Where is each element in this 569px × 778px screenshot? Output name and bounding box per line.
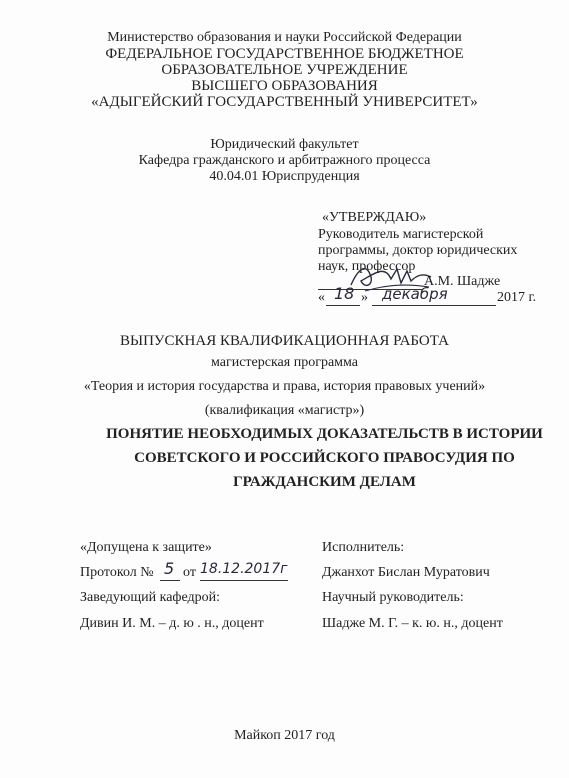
program-label: магистерская программа: [211, 355, 358, 370]
approval-title: «УТВЕРЖДАЮ»: [322, 210, 427, 225]
specialty-code: 40.04.01 Юриспруденция: [209, 169, 360, 184]
performer-name: Джанхот Бислан Муратович: [322, 565, 490, 580]
header-line-1: ФЕДЕРАЛЬНОЕ ГОСУДАРСТВЕННОЕ БЮДЖЕТНОЕ: [105, 46, 464, 62]
approval-date-open: «: [318, 290, 325, 305]
approval-role-line-3: наук, профессор: [318, 259, 416, 274]
protocol-number: 5: [164, 559, 175, 578]
header-line-2: ОБРАЗОВАТЕЛЬНОЕ УЧРЕЖДЕНИЕ: [161, 62, 408, 78]
protocol-from-label: от: [183, 565, 196, 580]
approval-month: декабря: [382, 285, 448, 303]
protocol-date-line: [200, 580, 288, 581]
work-type: ВЫПУСКНАЯ КВАЛИФИКАЦИОННАЯ РАБОТА: [120, 333, 449, 349]
place-and-year: Майкоп 2017 год: [234, 728, 335, 743]
head-of-department-label: Заведующий кафедрой:: [80, 590, 221, 605]
approval-role-line-2: программы, доктор юридических: [318, 243, 518, 258]
thesis-title-line-3: ГРАЖДАНСКИМ ДЕЛАМ: [233, 474, 416, 490]
protocol-number-line: [160, 580, 180, 581]
approval-role-line-1: Руководитель магистерской: [318, 227, 484, 242]
thesis-title-line-1: ПОНЯТИЕ НЕОБХОДИМЫХ ДОКАЗАТЕЛЬСТВ В ИСТОРИИ: [106, 426, 543, 442]
thesis-title-line-2: СОВЕТСКОГО И РОССИЙСКОГО ПРАВОСУДИЯ ПО: [134, 450, 515, 466]
supervisor-name: Шадже М. Г. – к. ю. н., доцент: [322, 616, 503, 631]
protocol-label: Протокол №: [80, 565, 154, 580]
program-name: «Теория и история государства и права, история правовых учений»: [83, 379, 486, 394]
supervisor-label: Научный руководитель:: [322, 590, 464, 605]
ministry-line: Министерство образования и науки Российской Федерации: [107, 30, 462, 45]
approval-year: 2017 г.: [497, 290, 537, 305]
qualification: (квалификация «магистр»): [204, 403, 365, 418]
approval-date-close: »: [361, 290, 368, 305]
faculty-name: Юридический факультет: [210, 137, 359, 152]
university-name: «АДЫГЕЙСКИЙ ГОСУДАРСТВЕННЫЙ УНИВЕРСИТЕТ»: [91, 94, 478, 110]
admitted-to-defense: «Допущена к защите»: [80, 540, 212, 555]
approval-day: 18: [334, 284, 355, 303]
performer-label: Исполнитель:: [322, 540, 405, 555]
protocol-date: 18.12.2017г: [200, 561, 288, 577]
approval-day-line: [326, 305, 360, 306]
header-line-3: ВЫСШЕГО ОБРАЗОВАНИЯ: [191, 78, 378, 94]
approval-name: А.М. Шадже: [424, 274, 501, 289]
department-name: Кафедра гражданского и арбитражного процесса: [138, 153, 431, 168]
head-of-department-name: Дивин И. М. – д. ю . н., доцент: [80, 616, 264, 631]
approval-month-line: [372, 305, 496, 306]
